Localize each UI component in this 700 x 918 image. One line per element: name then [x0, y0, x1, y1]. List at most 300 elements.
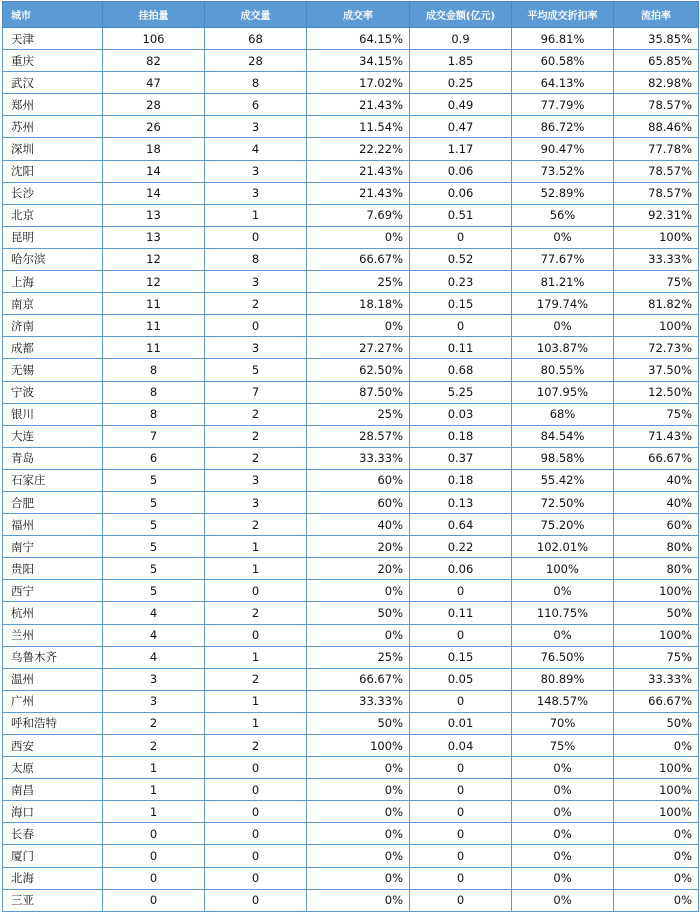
sale-amount-cell: 0 [410, 823, 512, 845]
sale-rate-cell: 11.54% [307, 116, 410, 138]
listed-count-cell: 4 [103, 624, 205, 646]
avg-discount-rate-cell: 81.21% [512, 271, 614, 293]
sale-amount-cell: 0.49 [410, 94, 512, 116]
avg-discount-rate-cell: 80.55% [512, 359, 614, 381]
sale-amount-cell: 0.37 [410, 447, 512, 469]
table-row [3, 757, 699, 779]
avg-discount-rate-cell: 107.95% [512, 381, 614, 403]
listed-count-cell: 13 [103, 204, 205, 226]
avg-discount-rate-cell: 75% [512, 735, 614, 757]
unsold-rate-cell: 78.57% [614, 94, 699, 116]
listed-count-cell: 106 [103, 28, 205, 50]
sale-amount-cell: 0 [410, 845, 512, 867]
header-sold-count: 成交量 [205, 2, 307, 28]
city-cell: 西宁 [3, 580, 103, 602]
table-row [3, 315, 699, 337]
avg-discount-rate-cell: 100% [512, 558, 614, 580]
table-row [3, 845, 699, 867]
unsold-rate-cell: 75% [614, 646, 699, 668]
header-avg-discount-rate: 平均成交折扣率 [512, 2, 614, 28]
city-cell: 苏州 [3, 116, 103, 138]
city-cell: 武汉 [3, 72, 103, 94]
sold-count-cell: 2 [205, 602, 307, 624]
unsold-rate-cell: 100% [614, 226, 699, 248]
header-sale-rate: 成交率 [307, 2, 410, 28]
avg-discount-rate-cell: 103.87% [512, 337, 614, 359]
sold-count-cell: 0 [205, 801, 307, 823]
sold-count-cell: 3 [205, 337, 307, 359]
avg-discount-rate-cell: 148.57% [512, 690, 614, 712]
sale-rate-cell: 0% [307, 226, 410, 248]
table-row [3, 447, 699, 469]
unsold-rate-cell: 100% [614, 757, 699, 779]
sale-amount-cell: 0.06 [410, 160, 512, 182]
avg-discount-rate-cell: 0% [512, 823, 614, 845]
city-cell: 济南 [3, 315, 103, 337]
unsold-rate-cell: 40% [614, 491, 699, 513]
table-row [3, 182, 699, 204]
table-row [3, 337, 699, 359]
listed-count-cell: 12 [103, 248, 205, 270]
avg-discount-rate-cell: 0% [512, 845, 614, 867]
listed-count-cell: 26 [103, 116, 205, 138]
sale-rate-cell: 0% [307, 779, 410, 801]
table-row [3, 72, 699, 94]
sale-amount-cell: 1.85 [410, 50, 512, 72]
unsold-rate-cell: 66.67% [614, 690, 699, 712]
avg-discount-rate-cell: 0% [512, 801, 614, 823]
listed-count-cell: 1 [103, 779, 205, 801]
sale-rate-cell: 62.50% [307, 359, 410, 381]
city-cell: 海口 [3, 801, 103, 823]
sale-amount-cell: 0 [410, 779, 512, 801]
avg-discount-rate-cell: 0% [512, 779, 614, 801]
listed-count-cell: 1 [103, 801, 205, 823]
table-row [3, 271, 699, 293]
sale-rate-cell: 87.50% [307, 381, 410, 403]
table-row [3, 116, 699, 138]
sale-rate-cell: 40% [307, 514, 410, 536]
sale-rate-cell: 25% [307, 646, 410, 668]
header-city: 城市 [3, 2, 103, 28]
sale-rate-cell: 34.15% [307, 50, 410, 72]
listed-count-cell: 5 [103, 469, 205, 491]
sale-amount-cell: 0.68 [410, 359, 512, 381]
sale-rate-cell: 20% [307, 536, 410, 558]
sold-count-cell: 28 [205, 50, 307, 72]
table-row [3, 491, 699, 513]
city-cell: 杭州 [3, 602, 103, 624]
city-cell: 北海 [3, 867, 103, 889]
sale-amount-cell: 0.13 [410, 491, 512, 513]
city-cell: 兰州 [3, 624, 103, 646]
sold-count-cell: 0 [205, 823, 307, 845]
table-row [3, 624, 699, 646]
sold-count-cell: 2 [205, 514, 307, 536]
sold-count-cell: 3 [205, 182, 307, 204]
table-row [3, 889, 699, 911]
listed-count-cell: 2 [103, 712, 205, 734]
unsold-rate-cell: 80% [614, 536, 699, 558]
avg-discount-rate-cell: 0% [512, 580, 614, 602]
sold-count-cell: 0 [205, 315, 307, 337]
listed-count-cell: 5 [103, 580, 205, 602]
sale-rate-cell: 7.69% [307, 204, 410, 226]
sale-rate-cell: 20% [307, 558, 410, 580]
sold-count-cell: 1 [205, 690, 307, 712]
sale-amount-cell: 0 [410, 801, 512, 823]
unsold-rate-cell: 78.57% [614, 182, 699, 204]
sale-amount-cell: 0.9 [410, 28, 512, 50]
sale-rate-cell: 21.43% [307, 94, 410, 116]
sale-amount-cell: 0.23 [410, 271, 512, 293]
avg-discount-rate-cell: 0% [512, 867, 614, 889]
city-cell: 西安 [3, 735, 103, 757]
avg-discount-rate-cell: 76.50% [512, 646, 614, 668]
sale-rate-cell: 0% [307, 757, 410, 779]
sold-count-cell: 3 [205, 160, 307, 182]
listed-count-cell: 4 [103, 602, 205, 624]
sold-count-cell: 3 [205, 469, 307, 491]
unsold-rate-cell: 80% [614, 558, 699, 580]
avg-discount-rate-cell: 68% [512, 403, 614, 425]
sold-count-cell: 0 [205, 580, 307, 602]
city-cell: 重庆 [3, 50, 103, 72]
sold-count-cell: 5 [205, 359, 307, 381]
sold-count-cell: 1 [205, 646, 307, 668]
avg-discount-rate-cell: 75.20% [512, 514, 614, 536]
table-row [3, 160, 699, 182]
sold-count-cell: 1 [205, 204, 307, 226]
listed-count-cell: 0 [103, 823, 205, 845]
listed-count-cell: 8 [103, 381, 205, 403]
table-row [3, 138, 699, 160]
avg-discount-rate-cell: 96.81% [512, 28, 614, 50]
unsold-rate-cell: 0% [614, 889, 699, 911]
avg-discount-rate-cell: 0% [512, 226, 614, 248]
sale-rate-cell: 60% [307, 469, 410, 491]
table-header-row [3, 2, 699, 28]
table-row [3, 204, 699, 226]
listed-count-cell: 7 [103, 425, 205, 447]
table-row [3, 28, 699, 50]
avg-discount-rate-cell: 55.42% [512, 469, 614, 491]
unsold-rate-cell: 0% [614, 823, 699, 845]
listed-count-cell: 5 [103, 536, 205, 558]
auction-statistics-table [2, 1, 699, 912]
city-cell: 三亚 [3, 889, 103, 911]
sale-amount-cell: 0 [410, 889, 512, 911]
unsold-rate-cell: 37.50% [614, 359, 699, 381]
sale-rate-cell: 0% [307, 801, 410, 823]
unsold-rate-cell: 71.43% [614, 425, 699, 447]
listed-count-cell: 5 [103, 491, 205, 513]
listed-count-cell: 1 [103, 757, 205, 779]
listed-count-cell: 18 [103, 138, 205, 160]
city-cell: 北京 [3, 204, 103, 226]
listed-count-cell: 5 [103, 514, 205, 536]
city-cell: 广州 [3, 690, 103, 712]
listed-count-cell: 4 [103, 646, 205, 668]
table-row [3, 514, 699, 536]
sale-rate-cell: 25% [307, 271, 410, 293]
city-cell: 贵阳 [3, 558, 103, 580]
sale-rate-cell: 28.57% [307, 425, 410, 447]
city-cell: 宁波 [3, 381, 103, 403]
sale-amount-cell: 0 [410, 624, 512, 646]
table-row [3, 668, 699, 690]
unsold-rate-cell: 72.73% [614, 337, 699, 359]
unsold-rate-cell: 77.78% [614, 138, 699, 160]
table-row [3, 867, 699, 889]
avg-discount-rate-cell: 80.89% [512, 668, 614, 690]
city-cell: 哈尔滨 [3, 248, 103, 270]
unsold-rate-cell: 75% [614, 271, 699, 293]
sale-amount-cell: 0.18 [410, 469, 512, 491]
sold-count-cell: 2 [205, 447, 307, 469]
listed-count-cell: 8 [103, 403, 205, 425]
sale-amount-cell: 0.04 [410, 735, 512, 757]
sale-rate-cell: 17.02% [307, 72, 410, 94]
listed-count-cell: 8 [103, 359, 205, 381]
table-row [3, 381, 699, 403]
sold-count-cell: 3 [205, 116, 307, 138]
listed-count-cell: 28 [103, 94, 205, 116]
avg-discount-rate-cell: 0% [512, 315, 614, 337]
avg-discount-rate-cell: 60.58% [512, 50, 614, 72]
sold-count-cell: 2 [205, 735, 307, 757]
sale-amount-cell: 0.11 [410, 337, 512, 359]
sold-count-cell: 0 [205, 757, 307, 779]
sale-rate-cell: 66.67% [307, 248, 410, 270]
header-unsold-rate: 流拍率 [614, 2, 699, 28]
sale-amount-cell: 0.52 [410, 248, 512, 270]
sale-amount-cell: 0.47 [410, 116, 512, 138]
sale-amount-cell: 0.25 [410, 72, 512, 94]
table-row [3, 823, 699, 845]
unsold-rate-cell: 100% [614, 580, 699, 602]
sale-rate-cell: 0% [307, 315, 410, 337]
sale-rate-cell: 0% [307, 845, 410, 867]
unsold-rate-cell: 12.50% [614, 381, 699, 403]
sold-count-cell: 4 [205, 138, 307, 160]
unsold-rate-cell: 78.57% [614, 160, 699, 182]
avg-discount-rate-cell: 77.79% [512, 94, 614, 116]
table-row [3, 359, 699, 381]
sold-count-cell: 2 [205, 403, 307, 425]
listed-count-cell: 11 [103, 315, 205, 337]
sale-amount-cell: 0 [410, 867, 512, 889]
sale-amount-cell: 0 [410, 690, 512, 712]
table-row [3, 646, 699, 668]
city-cell: 郑州 [3, 94, 103, 116]
avg-discount-rate-cell: 90.47% [512, 138, 614, 160]
sale-amount-cell: 0.22 [410, 536, 512, 558]
sale-rate-cell: 18.18% [307, 293, 410, 315]
sold-count-cell: 0 [205, 226, 307, 248]
city-cell: 太原 [3, 757, 103, 779]
city-cell: 南京 [3, 293, 103, 315]
table-row [3, 536, 699, 558]
avg-discount-rate-cell: 98.58% [512, 447, 614, 469]
sold-count-cell: 2 [205, 668, 307, 690]
unsold-rate-cell: 60% [614, 514, 699, 536]
unsold-rate-cell: 100% [614, 779, 699, 801]
unsold-rate-cell: 88.46% [614, 116, 699, 138]
unsold-rate-cell: 100% [614, 624, 699, 646]
sale-amount-cell: 0 [410, 757, 512, 779]
listed-count-cell: 5 [103, 558, 205, 580]
avg-discount-rate-cell: 0% [512, 889, 614, 911]
avg-discount-rate-cell: 179.74% [512, 293, 614, 315]
unsold-rate-cell: 100% [614, 315, 699, 337]
table-row [3, 801, 699, 823]
city-cell: 南昌 [3, 779, 103, 801]
avg-discount-rate-cell: 0% [512, 757, 614, 779]
sale-rate-cell: 21.43% [307, 160, 410, 182]
avg-discount-rate-cell: 86.72% [512, 116, 614, 138]
sale-amount-cell: 0 [410, 315, 512, 337]
sale-rate-cell: 25% [307, 403, 410, 425]
city-cell: 呼和浩特 [3, 712, 103, 734]
sale-rate-cell: 0% [307, 624, 410, 646]
city-cell: 温州 [3, 668, 103, 690]
listed-count-cell: 14 [103, 160, 205, 182]
unsold-rate-cell: 100% [614, 801, 699, 823]
city-cell: 大连 [3, 425, 103, 447]
unsold-rate-cell: 40% [614, 469, 699, 491]
sold-count-cell: 1 [205, 712, 307, 734]
avg-discount-rate-cell: 73.52% [512, 160, 614, 182]
table-row [3, 580, 699, 602]
sale-amount-cell: 0 [410, 226, 512, 248]
city-cell: 沈阳 [3, 160, 103, 182]
city-cell: 天津 [3, 28, 103, 50]
listed-count-cell: 0 [103, 845, 205, 867]
city-cell: 长沙 [3, 182, 103, 204]
sale-amount-cell: 0.11 [410, 602, 512, 624]
sale-rate-cell: 27.27% [307, 337, 410, 359]
table-row [3, 248, 699, 270]
sale-amount-cell: 0.51 [410, 204, 512, 226]
table-container [2, 1, 698, 912]
unsold-rate-cell: 33.33% [614, 248, 699, 270]
sold-count-cell: 1 [205, 536, 307, 558]
avg-discount-rate-cell: 102.01% [512, 536, 614, 558]
sold-count-cell: 8 [205, 72, 307, 94]
table-row [3, 469, 699, 491]
avg-discount-rate-cell: 0% [512, 624, 614, 646]
listed-count-cell: 11 [103, 293, 205, 315]
avg-discount-rate-cell: 77.67% [512, 248, 614, 270]
city-cell: 青岛 [3, 447, 103, 469]
sale-amount-cell: 0.01 [410, 712, 512, 734]
sale-rate-cell: 100% [307, 735, 410, 757]
avg-discount-rate-cell: 64.13% [512, 72, 614, 94]
city-cell: 深圳 [3, 138, 103, 160]
sold-count-cell: 0 [205, 624, 307, 646]
listed-count-cell: 13 [103, 226, 205, 248]
sale-amount-cell: 0.06 [410, 558, 512, 580]
sold-count-cell: 7 [205, 381, 307, 403]
listed-count-cell: 82 [103, 50, 205, 72]
sale-amount-cell: 0.03 [410, 403, 512, 425]
sale-rate-cell: 33.33% [307, 690, 410, 712]
city-cell: 乌鲁木齐 [3, 646, 103, 668]
table-row [3, 50, 699, 72]
table-row [3, 403, 699, 425]
table-body [3, 28, 699, 912]
listed-count-cell: 6 [103, 447, 205, 469]
sold-count-cell: 2 [205, 293, 307, 315]
city-cell: 成都 [3, 337, 103, 359]
sale-amount-cell: 5.25 [410, 381, 512, 403]
sale-rate-cell: 0% [307, 867, 410, 889]
listed-count-cell: 12 [103, 271, 205, 293]
unsold-rate-cell: 33.33% [614, 668, 699, 690]
unsold-rate-cell: 0% [614, 867, 699, 889]
sale-amount-cell: 0.64 [410, 514, 512, 536]
city-cell: 厦门 [3, 845, 103, 867]
sale-rate-cell: 0% [307, 580, 410, 602]
sale-amount-cell: 1.17 [410, 138, 512, 160]
unsold-rate-cell: 65.85% [614, 50, 699, 72]
city-cell: 昆明 [3, 226, 103, 248]
unsold-rate-cell: 0% [614, 735, 699, 757]
sold-count-cell: 3 [205, 271, 307, 293]
city-cell: 石家庄 [3, 469, 103, 491]
listed-count-cell: 0 [103, 889, 205, 911]
avg-discount-rate-cell: 52.89% [512, 182, 614, 204]
sale-amount-cell: 0 [410, 580, 512, 602]
sold-count-cell: 3 [205, 491, 307, 513]
city-cell: 长春 [3, 823, 103, 845]
sale-rate-cell: 0% [307, 823, 410, 845]
unsold-rate-cell: 0% [614, 845, 699, 867]
unsold-rate-cell: 66.67% [614, 447, 699, 469]
sale-amount-cell: 0.15 [410, 646, 512, 668]
sale-rate-cell: 0% [307, 889, 410, 911]
table-row [3, 293, 699, 315]
unsold-rate-cell: 92.31% [614, 204, 699, 226]
city-cell: 无锡 [3, 359, 103, 381]
sale-amount-cell: 0.18 [410, 425, 512, 447]
unsold-rate-cell: 35.85% [614, 28, 699, 50]
city-cell: 上海 [3, 271, 103, 293]
sold-count-cell: 1 [205, 558, 307, 580]
sold-count-cell: 0 [205, 779, 307, 801]
table-row [3, 94, 699, 116]
sale-rate-cell: 33.33% [307, 447, 410, 469]
sale-rate-cell: 64.15% [307, 28, 410, 50]
sale-rate-cell: 50% [307, 602, 410, 624]
city-cell: 南宁 [3, 536, 103, 558]
sale-rate-cell: 21.43% [307, 182, 410, 204]
sold-count-cell: 68 [205, 28, 307, 50]
sale-rate-cell: 60% [307, 491, 410, 513]
sold-count-cell: 8 [205, 248, 307, 270]
sold-count-cell: 0 [205, 889, 307, 911]
sold-count-cell: 0 [205, 867, 307, 889]
listed-count-cell: 2 [103, 735, 205, 757]
unsold-rate-cell: 81.82% [614, 293, 699, 315]
listed-count-cell: 14 [103, 182, 205, 204]
sale-amount-cell: 0.05 [410, 668, 512, 690]
city-cell: 福州 [3, 514, 103, 536]
sale-rate-cell: 50% [307, 712, 410, 734]
table-row [3, 226, 699, 248]
table-row [3, 558, 699, 580]
